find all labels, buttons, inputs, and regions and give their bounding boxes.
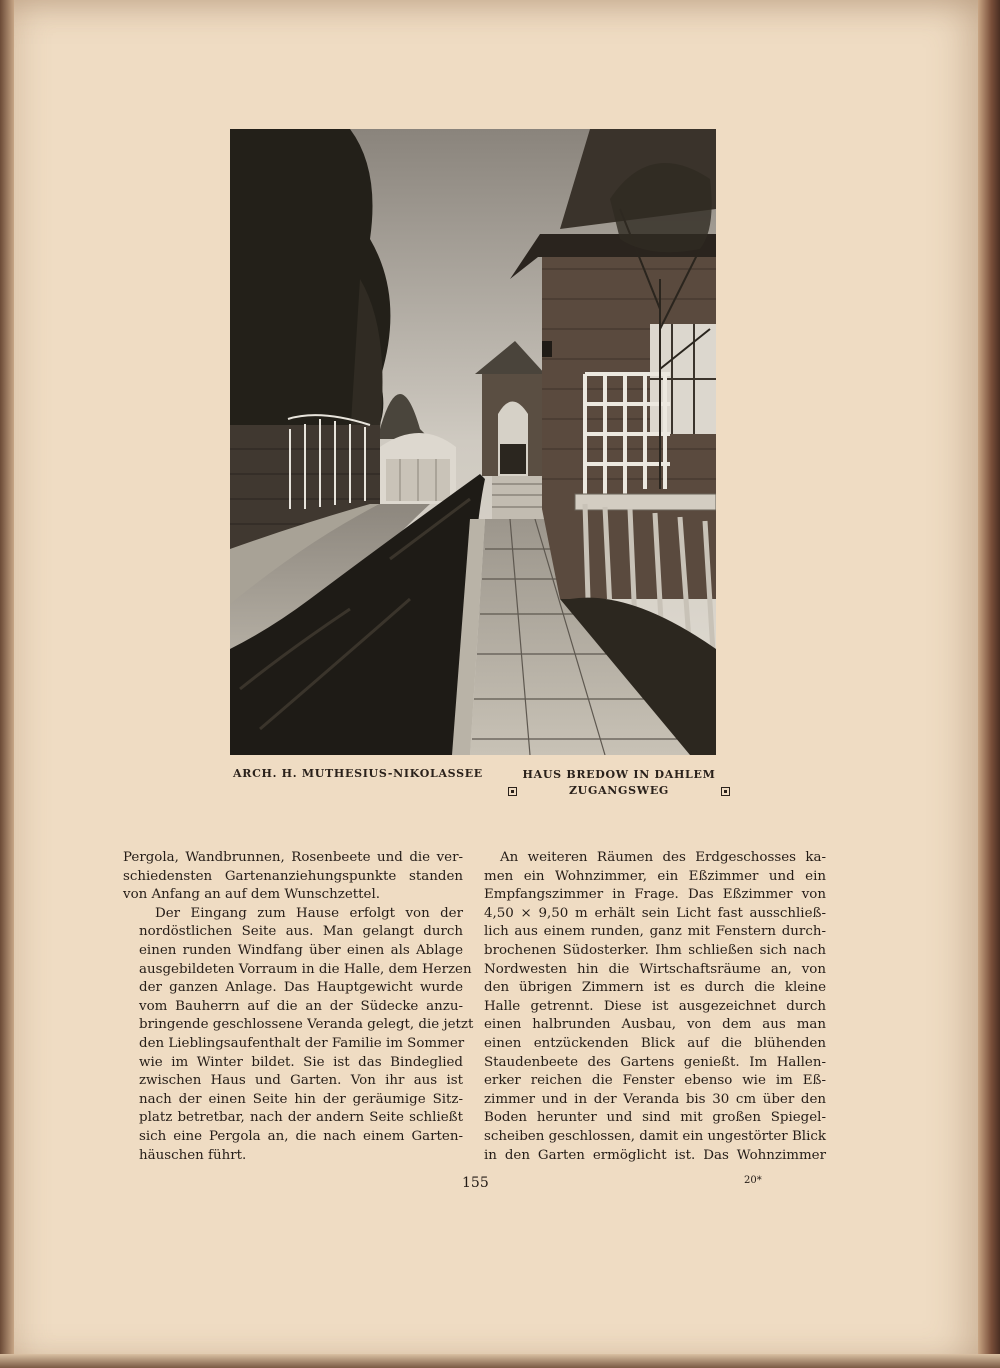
text-line: den übrigen Zimmern ist es durch die kleine	[484, 980, 826, 996]
paragraph	[484, 849, 826, 1165]
text-column-right	[484, 849, 826, 1165]
text-line: vom Bauherrn auf die an der Südecke anzu-	[139, 998, 463, 1014]
caption-title-line: HAUS BREDOW IN DAHLEM	[522, 768, 716, 781]
page-spine	[0, 0, 14, 1368]
photo-caption-architect: ARCH. H. MUTHESIUS-NIKOLASSEE	[233, 767, 483, 780]
text-line: men ein Wohnzimmer, ein Eßzimmer und ein	[484, 868, 826, 884]
text-line: zimmer und in der Veranda bis 30 cm über den	[484, 1091, 826, 1107]
text-line: nach der einen Seite hin der geräumige Sitz-	[139, 1091, 463, 1107]
signature-mark: 20*	[744, 1175, 762, 1186]
text-line: von Anfang an auf dem Wunschzettel.	[123, 887, 380, 903]
text-line: ausgebildeten Vorraum in die Halle, dem Herzen	[139, 961, 472, 977]
text-line: erker reichen die Fenster ebenso wie im Eß-	[484, 1073, 826, 1089]
page-bottom-edge	[0, 1354, 1000, 1368]
text-line: nordöstlichen Seite aus. Man gelangt durch	[139, 924, 463, 940]
text-line: zwischen Haus und Garten. Von ihr aus ist	[139, 1073, 463, 1089]
text-line: häuschen führt.	[139, 1147, 247, 1163]
caption-subtitle-row	[508, 783, 730, 799]
text-column-left	[123, 849, 474, 1165]
paragraph	[123, 905, 474, 1165]
garden-path-house-icon	[230, 129, 716, 755]
caption-subtitle: ZUGANGSWEG	[568, 784, 670, 797]
text-line: 4,50 × 9,50 m erhält sein Licht fast ausschließ-	[484, 905, 826, 921]
photo-caption-title	[508, 767, 730, 799]
text-line: platz betretbar, nach der andern Seite schließt	[139, 1110, 463, 1126]
text-line: Nordwesten hin die Wirtschaftsräume an, von	[484, 961, 826, 977]
page-number: 155	[462, 1175, 489, 1191]
paragraph	[123, 849, 463, 905]
square-ornament-icon	[508, 787, 517, 796]
text-line: scheiben geschlossen, damit ein ungestörter Blick	[484, 1128, 826, 1144]
square-ornament-icon	[721, 787, 730, 796]
text-line: Halle getrennt. Diese ist ausgezeichnet durch	[484, 998, 826, 1014]
text-line: schiedensten Gartenanziehungspunkte standen	[123, 868, 463, 884]
text-line: in den Garten ermöglicht ist. Das Wohnzimmer	[484, 1147, 826, 1163]
text-line: Staudenbeete des Gartens genießt. Im Hallen-	[484, 1054, 826, 1070]
text-line: bringende geschlossene Veranda gelegt, die jetzt	[139, 1017, 474, 1033]
text-line: einen entzückenden Blick auf die blühenden	[484, 1035, 826, 1051]
garden-path-photo	[230, 129, 716, 755]
text-line: den Lieblingsaufenthalt der Familie im Sommer	[139, 1035, 465, 1051]
text-line: An weiteren Räumen des Erdgeschosses ka-	[500, 850, 826, 865]
text-line: Empfangszimmer in Frage. Das Eßzimmer von	[484, 887, 826, 903]
text-line: einen runden Windfang über einen als Ablage	[139, 942, 463, 958]
text-line: sich eine Pergola an, die nach einem Garten-	[139, 1128, 463, 1144]
text-line: der ganzen Anlage. Das Hauptgewicht wurde	[139, 980, 463, 996]
text-line: lich aus einem runden, ganz mit Fenstern durch-	[484, 924, 826, 940]
text-line: einen halbrunden Ausbau, von dem aus man	[484, 1017, 826, 1033]
page-edge	[978, 0, 1000, 1368]
text-line: brochenen Südosterker. Ihm schließen sich nach	[484, 942, 826, 958]
text-line: Boden herunter und sind mit großen Spiegel-	[484, 1110, 826, 1126]
text-line: wie im Winter bildet. Sie ist das Bindeglied	[139, 1054, 463, 1070]
text-line: Pergola, Wandbrunnen, Rosenbeete und die ver-	[123, 850, 463, 865]
text-line: Der Eingang zum Hause erfolgt von der	[155, 905, 463, 921]
